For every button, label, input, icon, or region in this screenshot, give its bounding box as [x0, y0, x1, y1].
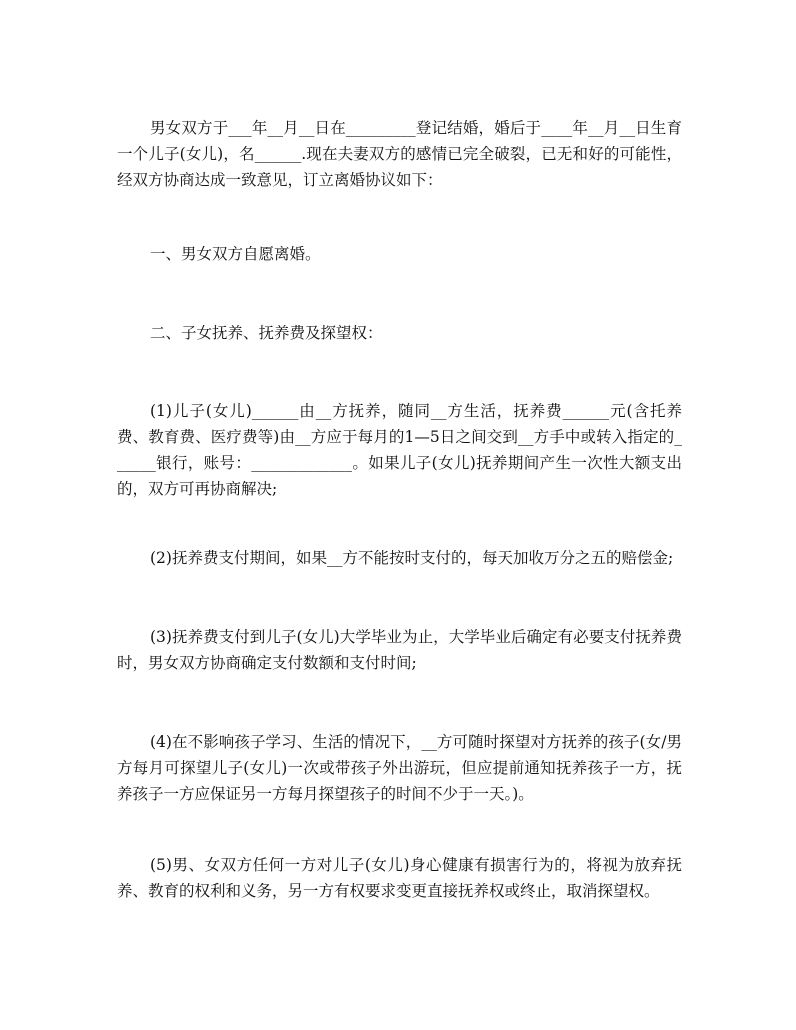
- clause-2-item-5: (5)男、女双方任何一方对儿子(女儿)身心健康有损害行为的，将视为放弃抚养、教育的权利和义务，另一方有权要求变更直接抚养权或终止，取消探望权。: [117, 856, 682, 900]
- clause-2-heading: 二、子女抚养、抚养费及探望权：: [150, 324, 383, 342]
- clause-1-voluntary-divorce: 一、男女双方自愿离婚。: [150, 245, 321, 263]
- clause-2-item-2: (2)抚养费支付期间，如果__方不能按时支付的，每天加收万分之五的赔偿金;: [150, 549, 674, 567]
- clause-2-item-1: (1)儿子(女儿)______由__方抚养，随同__方生活，抚养费______元(含托养费、教育费、医疗费等)由__方应于每月的1—5日之间交到__方手中或转入指定的______银行，账号：_____________。如果儿子(女儿)抚养期间产生一次性大额支出的，双方可再协商解决;: [117, 402, 682, 498]
- clause-2-item-3: (3)抚养费支付到儿子(女儿)大学毕业为止，大学毕业后确定有必要支付抚养费时，男女双方协商确定支付数额和支付时间;: [117, 628, 682, 672]
- intro-paragraph: 男女双方于___年__月__日在_________登记结婚，婚后于____年__月__日生育一个儿子(女儿)，名______.现在夫妻双方的感情已完全破裂，已无和好的可能性，经双方协商达成一致意见，订立离婚协议如下：: [117, 119, 682, 189]
- clause-2-item-4: (4)在不影响孩子学习、生活的情况下，__方可随时探望对方抚养的孩子(女/男方每月可探望儿子(女儿)一次或带孩子外出游玩，但应提前通知抚养孩子一方，抚养孩子一方应保证另一方每月探望孩子的时间不少于一天。)。: [117, 733, 682, 803]
